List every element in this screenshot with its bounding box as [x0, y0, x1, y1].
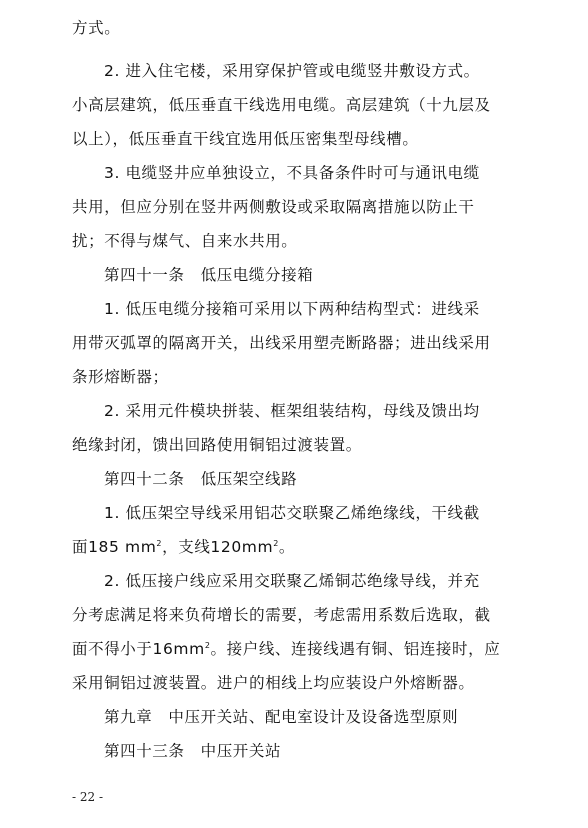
text-segment: 面不得小于16mm [72, 640, 205, 658]
article-heading: 第四十三条 中压开关站 [104, 742, 282, 760]
text-segment: 。接户线、连接线遇有铜、铝连接时，应 [210, 640, 501, 658]
paragraph-line: 分考虑满足将来负荷增长的需要，考虑需用系数后选取，截 [72, 606, 491, 624]
text-segment: 。 [278, 538, 296, 556]
superscript: 2 [204, 641, 211, 650]
superscript: 2 [273, 539, 279, 548]
superscript: 2 [156, 539, 163, 548]
page-number: - 22 - [72, 790, 104, 804]
paragraph-line: 采用铜铝过渡装置。进户的相线上均应装设户外熔断器。 [72, 674, 475, 692]
paragraph-line: 方式。 [72, 19, 121, 37]
paragraph-line: 扰；不得与煤气、自来水共用。 [72, 232, 298, 250]
paragraph-line: 绝缘封闭，馈出回路使用铜铝过渡装置。 [72, 436, 362, 454]
paragraph-line [72, 537, 522, 557]
paragraph-line: 2. 采用元件模块拼装、框架组装结构，母线及馈出均 [104, 402, 480, 420]
text-segment: ，支线120mm [162, 538, 274, 556]
paragraph-line: 2. 低压接户线应采用交联聚乙烯铜芯绝缘导线，并充 [104, 572, 480, 590]
article-heading: 第四十二条 低压架空线路 [104, 470, 298, 488]
paragraph-line: 以上），低压垂直干线宜选用低压密集型母线槽。 [72, 130, 419, 148]
paragraph-line: 3. 电缆竖井应单独设立，不具备条件时可与通讯电缆 [104, 164, 480, 182]
article-heading: 第四十一条 低压电缆分接箱 [104, 266, 314, 284]
paragraph-line: 条形熔断器； [72, 368, 169, 386]
paragraph-line: 1. 低压架空导线采用铝芯交联聚乙烯绝缘线，干线截 [104, 504, 480, 522]
paragraph-line [72, 639, 522, 659]
paragraph-line: 1. 低压电缆分接箱可采用以下两种结构型式：进线采 [104, 300, 480, 318]
paragraph-line: 2. 进入住宅楼，采用穿保护管或电缆竖井敷设方式。 [104, 62, 480, 80]
paragraph-line: 共用，但应分别在竖井两侧敷设或采取隔离措施以防止干 [72, 198, 475, 216]
chapter-heading: 第九章 中压开关站、配电室设计及设备选型原则 [104, 708, 459, 726]
paragraph-line: 用带灭弧罩的隔离开关，出线采用塑壳断路器；进出线采用 [72, 334, 491, 352]
text-segment: 面185 mm [72, 538, 157, 556]
paragraph-line: 小高层建筑，低压垂直干线选用电缆。高层建筑（十九层及 [72, 96, 491, 114]
